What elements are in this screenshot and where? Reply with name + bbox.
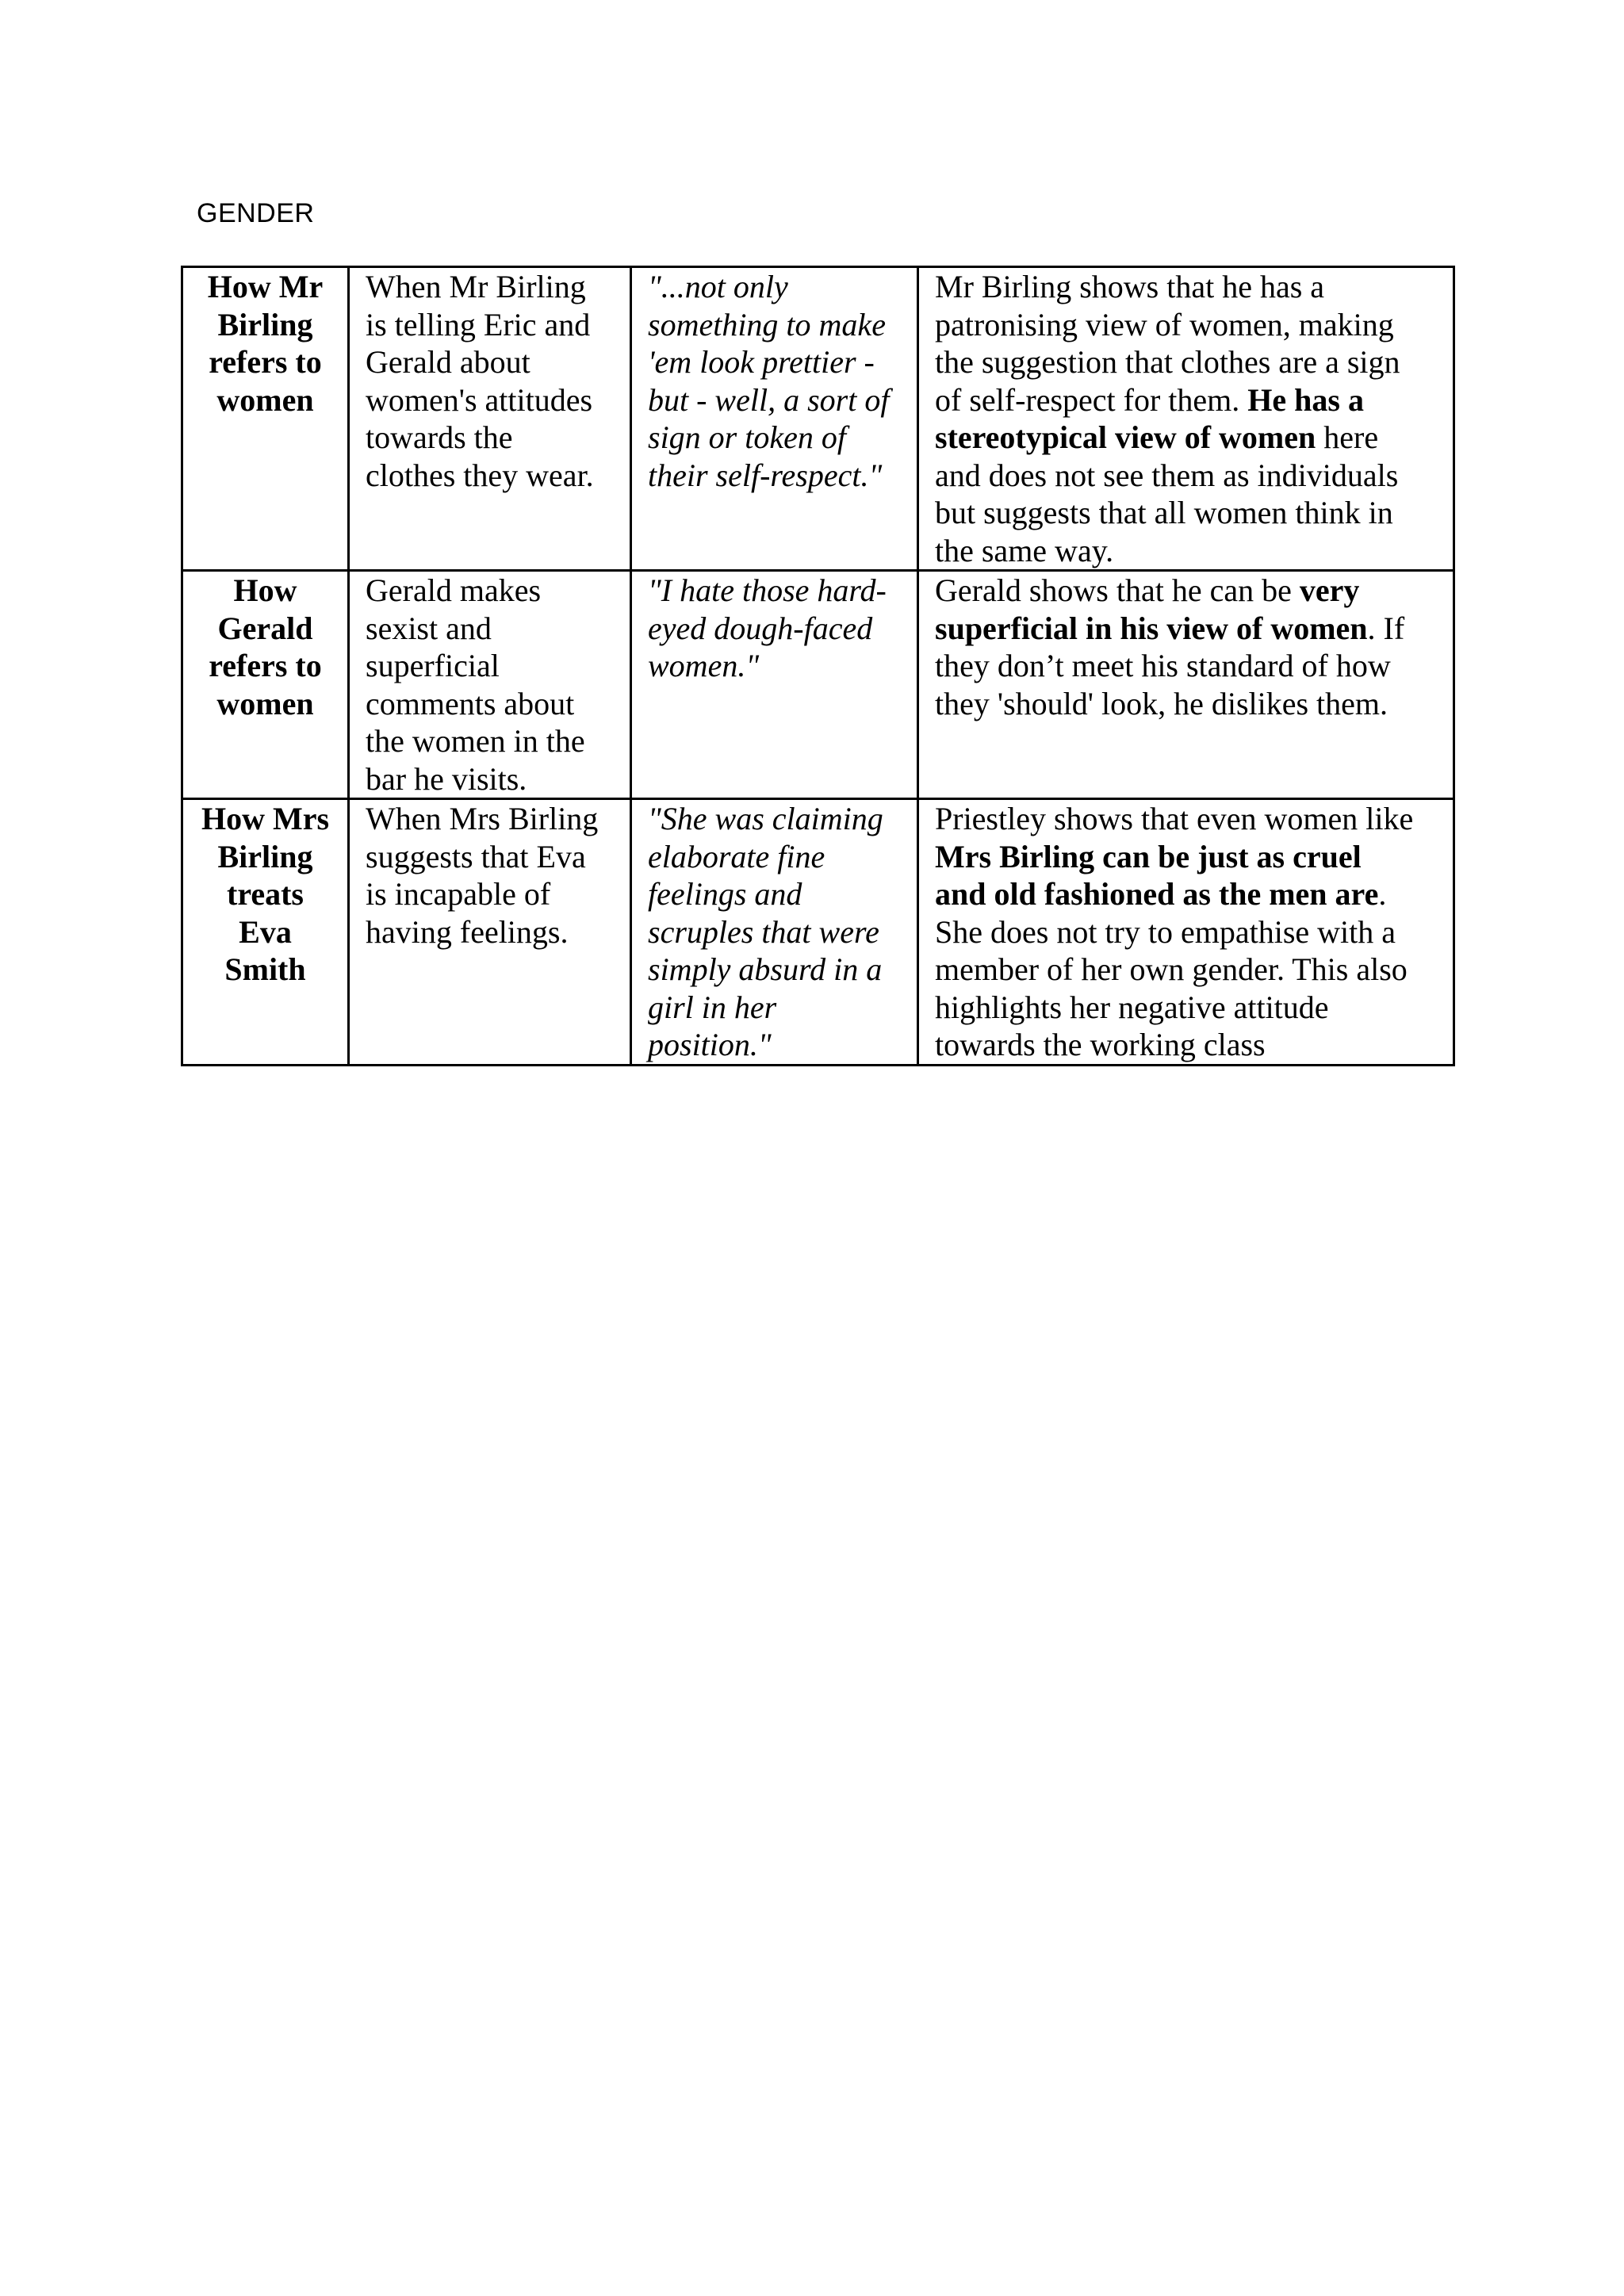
analysis-line xyxy=(935,647,1437,685)
analysis-line xyxy=(935,572,1437,610)
analysis-text: . xyxy=(1378,876,1387,912)
context-cell xyxy=(349,799,631,1066)
analysis-cell xyxy=(918,571,1454,799)
quote-line: position." xyxy=(648,1027,772,1062)
analysis-line xyxy=(935,268,1437,306)
analysis-text: Priestley shows that even women like xyxy=(935,801,1414,836)
analysis-line xyxy=(935,532,1437,570)
analysis-line xyxy=(935,685,1437,723)
quote-line: women." xyxy=(648,648,760,683)
quote-line: something to make xyxy=(648,306,886,342)
analysis-text: but suggests that all women think in xyxy=(935,495,1393,530)
analysis-text: . If xyxy=(1367,610,1405,646)
analysis-line xyxy=(935,913,1437,951)
topic-cell xyxy=(182,267,349,571)
quote-line: but - well, a sort of xyxy=(648,381,890,418)
analysis-text: Gerald shows that he can be xyxy=(935,572,1300,608)
analysis-text: here xyxy=(1316,419,1379,455)
analysis-text: Mr Birling shows that he has a xyxy=(935,269,1325,304)
table-body xyxy=(182,267,1454,1066)
quote-line: girl in her xyxy=(648,989,777,1025)
context-line: Gerald about xyxy=(366,344,530,380)
bold-text: superficial in his view of women xyxy=(935,610,1368,646)
context-line: sexist and xyxy=(366,610,492,646)
quote-cell xyxy=(631,571,918,799)
context-line: clothes they wear. xyxy=(366,457,594,493)
context-cell xyxy=(349,571,631,799)
quote-line: "She was claiming xyxy=(648,801,883,836)
quote-line: sign or token of xyxy=(648,419,846,455)
table-row xyxy=(182,571,1454,799)
topic-cell xyxy=(182,571,349,799)
analysis-line xyxy=(935,343,1437,381)
analysis-text: the suggestion that clothes are a sign xyxy=(935,344,1400,380)
quote-line: scruples that were xyxy=(648,913,879,950)
analysis-line xyxy=(935,951,1437,989)
analysis-line xyxy=(935,838,1437,876)
topic-line: Birling xyxy=(217,306,313,342)
topic-line: Birling xyxy=(217,838,313,874)
quote-line: 'em look prettier - xyxy=(648,344,875,380)
table-row xyxy=(182,267,1454,571)
quote-cell xyxy=(631,267,918,571)
topic-cell xyxy=(182,799,349,1066)
quote-line: their self-respect." xyxy=(648,457,883,493)
analysis-line xyxy=(935,1026,1437,1064)
context-line: suggests that Eva xyxy=(366,838,586,874)
topic-line: How Mr xyxy=(207,269,324,304)
context-line: is incapable of xyxy=(366,876,551,912)
topic-line: How xyxy=(233,572,297,608)
context-cell xyxy=(349,267,631,571)
bold-text: He has a xyxy=(1247,381,1364,418)
context-line: When Mrs Birling xyxy=(366,801,599,836)
table-row xyxy=(182,799,1454,1066)
analysis-text: patronising view of women, making xyxy=(935,306,1394,342)
quote-line: "...not only xyxy=(648,269,788,304)
quote-cell xyxy=(631,799,918,1066)
analysis-text: the same way. xyxy=(935,532,1114,568)
quote-line: simply absurd in a xyxy=(648,951,883,987)
context-line: is telling Eric and xyxy=(366,306,591,342)
context-line: the women in the xyxy=(366,723,585,759)
analysis-line xyxy=(935,457,1437,495)
context-line: When Mr Birling xyxy=(366,269,586,304)
topic-line: refers to xyxy=(209,344,322,380)
bold-text: very xyxy=(1299,572,1360,608)
analysis-line xyxy=(935,610,1437,648)
bold-text: Mrs Birling can be just as cruel xyxy=(935,838,1362,874)
analysis-line xyxy=(935,381,1437,419)
page-heading: GENDER xyxy=(197,198,315,228)
analysis-line xyxy=(935,306,1437,344)
quote-line: feelings and xyxy=(648,876,802,912)
context-line: superficial xyxy=(366,648,500,683)
analysis-cell xyxy=(918,267,1454,571)
topic-line: Gerald xyxy=(217,610,313,646)
topic-line: women xyxy=(216,685,314,721)
topic-line: Smith xyxy=(224,951,306,987)
bold-text: and old fashioned as the men are xyxy=(935,876,1379,912)
analysis-text: they 'should' look, he dislikes them. xyxy=(935,685,1388,721)
quote-line: "I hate those hard- xyxy=(648,572,887,608)
context-line: having feelings. xyxy=(366,913,569,950)
topic-line: refers to xyxy=(209,648,322,683)
analysis-line xyxy=(935,800,1437,838)
analysis-text: member of her own gender. This also xyxy=(935,951,1408,987)
bold-text: stereotypical view of women xyxy=(935,419,1316,455)
analysis-line xyxy=(935,875,1437,913)
context-line: women's attitudes xyxy=(366,381,593,418)
analysis-text: of self-respect for them. xyxy=(935,381,1248,418)
quote-line: eyed dough-faced xyxy=(648,610,873,646)
analysis-line xyxy=(935,494,1437,532)
context-line: comments about xyxy=(366,685,575,721)
context-line: towards the xyxy=(366,419,513,455)
analysis-text: highlights her negative attitude xyxy=(935,989,1329,1025)
analysis-cell xyxy=(918,799,1454,1066)
topic-line: How Mrs xyxy=(201,801,330,836)
analysis-line xyxy=(935,419,1437,457)
context-line: Gerald makes xyxy=(366,572,542,608)
topic-line: women xyxy=(216,381,314,418)
analysis-text: they don’t meet his standard of how xyxy=(935,648,1391,683)
quote-line: elaborate fine xyxy=(648,838,825,874)
analysis-text: and does not see them as individuals xyxy=(935,457,1399,493)
gender-analysis-table xyxy=(181,266,1455,1066)
analysis-line xyxy=(935,989,1437,1027)
context-line: bar he visits. xyxy=(366,760,527,797)
analysis-text: She does not try to empathise with a xyxy=(935,913,1396,950)
topic-line: Eva xyxy=(239,913,292,950)
analysis-text: towards the working class xyxy=(935,1027,1266,1062)
topic-line: treats xyxy=(227,876,304,912)
